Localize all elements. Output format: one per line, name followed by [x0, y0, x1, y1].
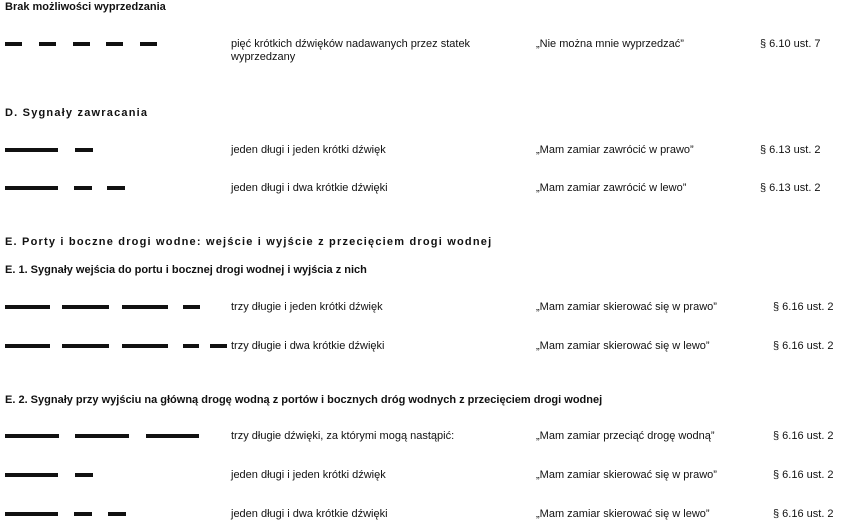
- regulation-reference: § 6.16 ust. 2: [773, 508, 834, 520]
- section-heading-turning-signals: D. Sygnały zawracania: [5, 107, 149, 119]
- signal-description: pięć krótkich dźwięków nadawanych przez statek wyprzedzany: [231, 38, 471, 63]
- short-blast-mark: [39, 42, 56, 46]
- sound-signal-pattern: [0, 434, 230, 442]
- long-blast-mark: [5, 473, 58, 477]
- signal-row: [0, 182, 843, 194]
- signal-row: [0, 430, 843, 442]
- long-blast-mark: [5, 434, 59, 438]
- regulation-reference: § 6.16 ust. 2: [773, 340, 834, 352]
- signal-description: jeden długi i dwa krótkie dźwięki: [231, 182, 388, 194]
- signal-meaning: „Mam zamiar skierować się w prawo”: [536, 469, 717, 481]
- signal-description: jeden długi i jeden krótki dźwięk: [231, 144, 386, 156]
- short-blast-mark: [74, 512, 92, 516]
- regulation-reference: § 6.13 ust. 2: [760, 144, 821, 156]
- short-blast-mark: [75, 148, 93, 152]
- signal-row: [0, 340, 843, 352]
- section-heading-no-overtaking: Brak możliwości wyprzedzania: [5, 1, 166, 13]
- signal-meaning: „Nie można mnie wyprzedzać”: [536, 38, 684, 50]
- short-blast-mark: [5, 42, 22, 46]
- signal-row: [0, 508, 843, 520]
- sound-signal-pattern: [0, 512, 230, 520]
- long-blast-mark: [5, 148, 58, 152]
- short-blast-mark: [108, 512, 126, 516]
- long-blast-mark: [62, 305, 109, 309]
- signal-meaning: „Mam zamiar zawrócić w prawo”: [536, 144, 694, 156]
- short-blast-mark: [107, 186, 125, 190]
- regulation-reference: § 6.10 ust. 7: [760, 38, 821, 50]
- sound-signal-pattern: [0, 344, 230, 352]
- long-blast-mark: [5, 186, 58, 190]
- long-blast-mark: [122, 344, 168, 348]
- short-blast-mark: [73, 42, 90, 46]
- signal-meaning: „Mam zamiar zawrócić w lewo”: [536, 182, 687, 194]
- sound-signal-pattern: [0, 148, 230, 156]
- short-blast-mark: [140, 42, 157, 46]
- sound-signal-pattern: [0, 473, 230, 481]
- regulation-reference: § 6.16 ust. 2: [773, 301, 834, 313]
- long-blast-mark: [146, 434, 199, 438]
- sound-signal-pattern: [0, 186, 230, 194]
- section-heading-port-entry-exit: E. 1. Sygnały wejścia do portu i bocznej drogi wodnej i wyjścia z nich: [5, 264, 367, 276]
- signal-meaning: „Mam zamiar skierować się w prawo”: [536, 301, 717, 313]
- section-heading-main-waterway-exit: E. 2. Sygnały przy wyjściu na główną drogę wodną z portów i bocznych dróg wodnych z przecięciem drogi wodnej: [5, 394, 603, 406]
- short-blast-mark: [183, 305, 200, 309]
- long-blast-mark: [5, 344, 50, 348]
- signal-description: jeden długi i dwa krótkie dźwięki: [231, 508, 388, 520]
- short-blast-mark: [74, 186, 92, 190]
- signal-row: [0, 469, 843, 481]
- signal-description: trzy długie i jeden krótki dźwięk: [231, 301, 383, 313]
- short-blast-mark: [183, 344, 199, 348]
- short-blast-mark: [75, 473, 93, 477]
- sound-signal-pattern: [0, 42, 230, 50]
- long-blast-mark: [5, 305, 50, 309]
- short-blast-mark: [106, 42, 123, 46]
- signal-row: [0, 144, 843, 156]
- signal-row: [0, 301, 843, 313]
- signal-description: trzy długie i dwa krótkie dźwięki: [231, 340, 385, 352]
- long-blast-mark: [122, 305, 168, 309]
- signal-description: jeden długi i jeden krótki dźwięk: [231, 469, 386, 481]
- short-blast-mark: [210, 344, 227, 348]
- signal-meaning: „Mam zamiar skierować się w lewo”: [536, 340, 710, 352]
- signal-description: trzy długie dźwięki, za którymi mogą nastąpić:: [231, 430, 455, 442]
- regulation-reference: § 6.16 ust. 2: [773, 469, 834, 481]
- long-blast-mark: [75, 434, 129, 438]
- long-blast-mark: [62, 344, 109, 348]
- long-blast-mark: [5, 512, 58, 516]
- section-heading-ports-side-waterways: E. Porty i boczne drogi wodne: wejście i wyjście z przecięciem drogi wodnej: [5, 236, 493, 248]
- signal-meaning: „Mam zamiar skierować się w lewo”: [536, 508, 710, 520]
- regulation-reference: § 6.16 ust. 2: [773, 430, 834, 442]
- regulation-reference: § 6.13 ust. 2: [760, 182, 821, 194]
- sound-signal-pattern: [0, 305, 230, 313]
- signal-meaning: „Mam zamiar przeciąć drogę wodną”: [536, 430, 715, 442]
- signal-row: [0, 38, 843, 63]
